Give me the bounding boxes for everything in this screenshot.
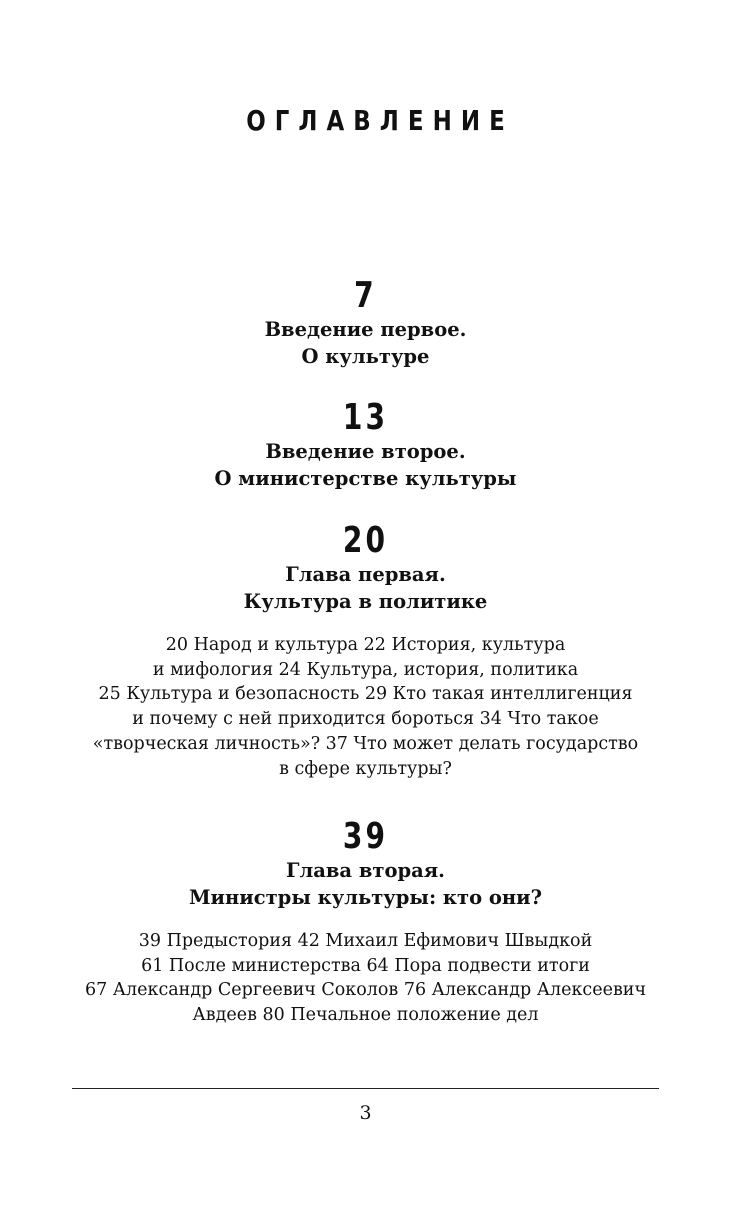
- toc-section-chapter-1: [0, 521, 731, 615]
- footer-divider: [72, 1088, 659, 1089]
- subsection-line: 61 После министерства 64 Пора подвести итоги: [141, 955, 590, 976]
- section-heading-line: Введение первое.: [264, 318, 467, 341]
- section-heading: [0, 857, 731, 911]
- subsection-line: 25 Культура и безопасность 29 Кто такая интеллигенция: [98, 684, 633, 705]
- subsection-line: и почему с ней приходится бороться 34 Что такое: [132, 709, 599, 730]
- section-page-number: 20: [342, 520, 389, 561]
- section-heading-line: О культуре: [301, 345, 430, 368]
- section-heading-line: Глава первая.: [285, 563, 446, 586]
- subsection-line: «творческая личность»? 37 Что может делать государство: [92, 733, 639, 754]
- section-page-number: 39: [342, 816, 389, 857]
- section-heading: [0, 561, 731, 615]
- section-heading-line: Культура в политике: [243, 590, 488, 613]
- page-title: ОГЛАВЛЕНИЕ: [246, 104, 514, 137]
- section-heading-line: Министры культуры: кто они?: [188, 886, 543, 909]
- section-heading: [0, 438, 731, 492]
- subsection-line: в сфере культуры?: [279, 758, 452, 779]
- subsection-line: и мифология 24 Культура, история, политика: [152, 659, 579, 680]
- toc-section-chapter-2: [0, 817, 731, 911]
- section-page-number: 13: [342, 397, 389, 438]
- chapter-1-subsections: [0, 633, 731, 781]
- subsection-line: 39 Предыстория 42 Михаил Ефимович Швыдкой: [138, 931, 593, 951]
- subsection-line: Авдеев 80 Печальное положение дел: [192, 1005, 539, 1026]
- subsection-line: 20 Народ и культура 22 История, культура: [165, 635, 566, 655]
- section-heading: [0, 316, 731, 370]
- page-number: 3: [359, 1102, 372, 1124]
- section-heading-line: Глава вторая.: [286, 859, 445, 882]
- section-heading-line: Введение второе.: [265, 440, 466, 463]
- chapter-2-subsections: [0, 929, 731, 1028]
- toc-section-intro-2: [0, 398, 731, 492]
- subsection-line: 67 Александр Сергеевич Соколов 76 Александр Алексеевич: [84, 980, 647, 1001]
- toc-section-intro-1: [0, 276, 731, 370]
- section-heading-line: О министерстве культуры: [214, 467, 517, 490]
- section-page-number: 7: [354, 275, 377, 316]
